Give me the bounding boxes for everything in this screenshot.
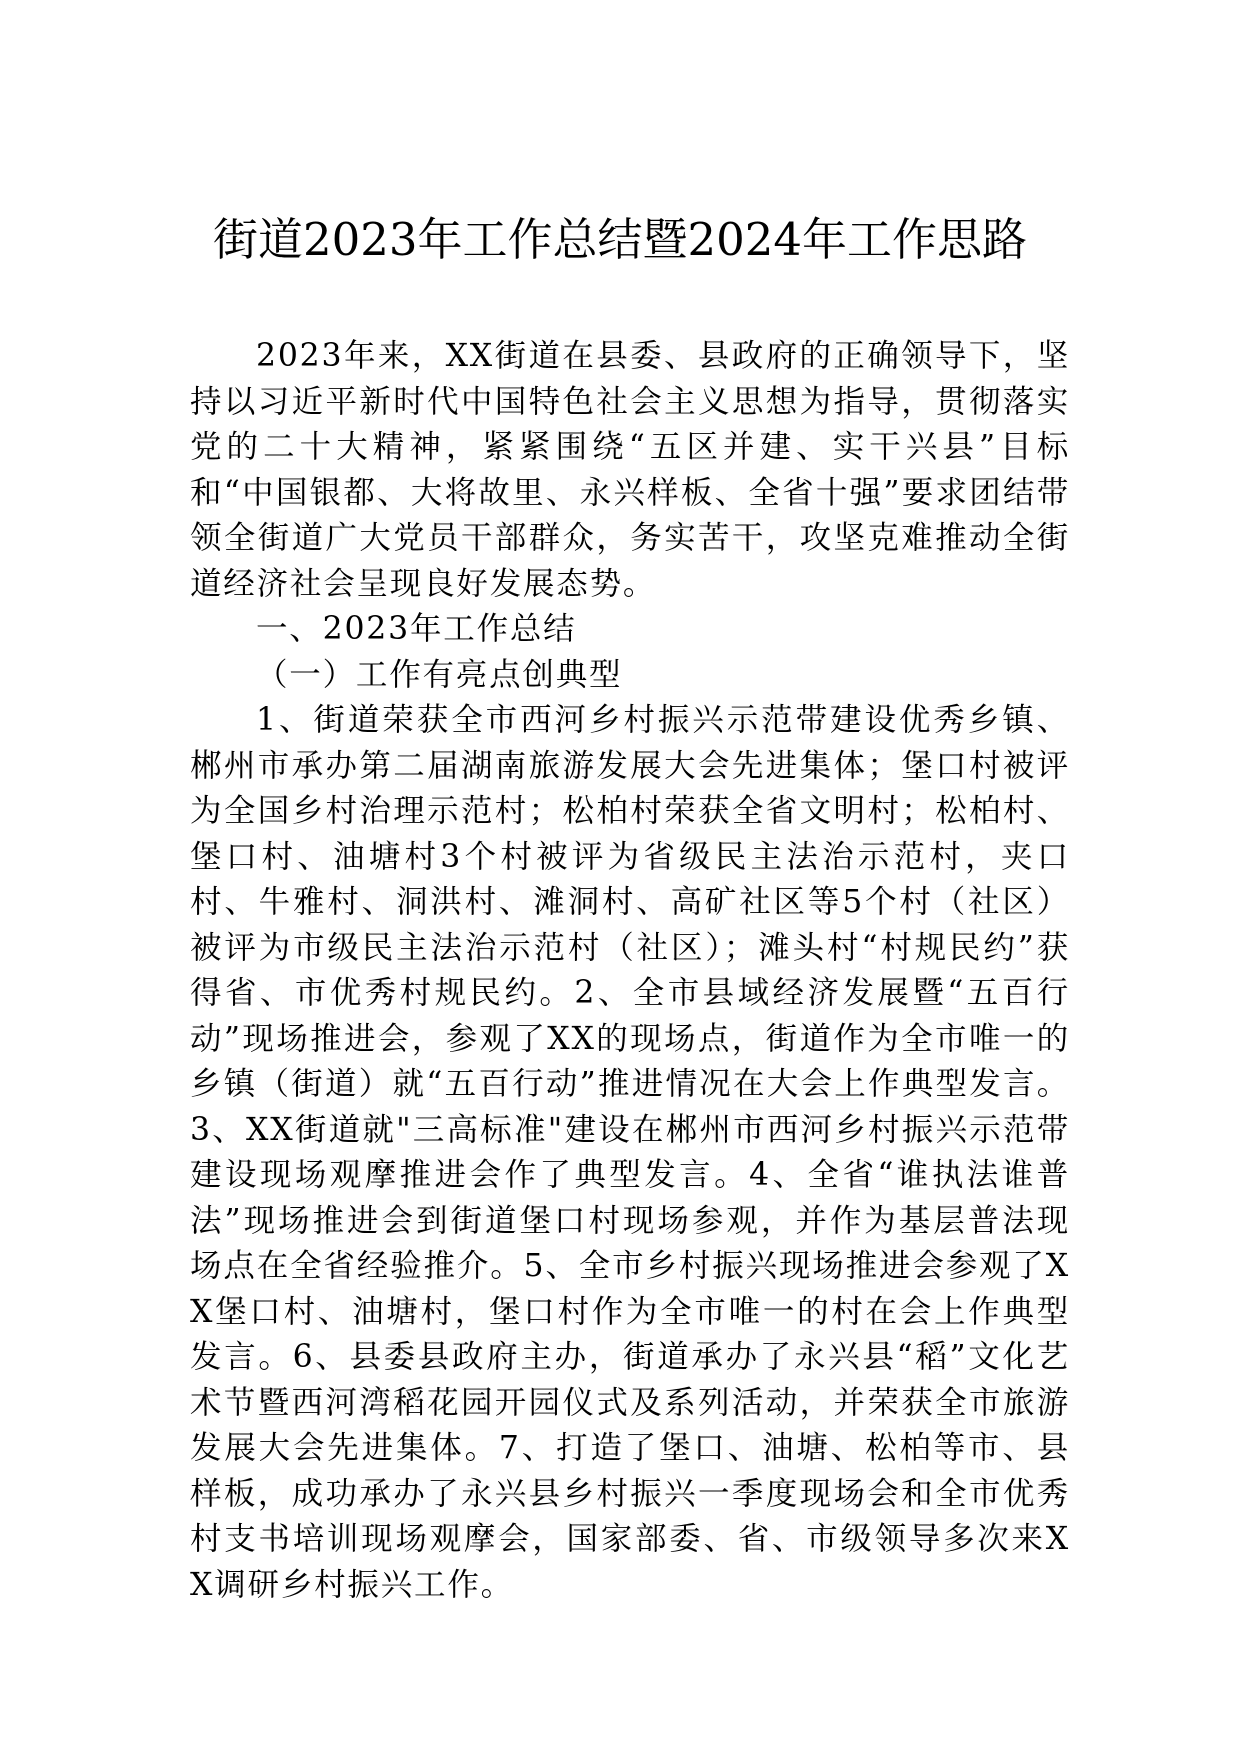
document-title: 街道2023年工作总结暨2024年工作思路: [212, 213, 1028, 266]
intro-paragraph: 2023年来，XX街道在县委、县政府的正确领导下，坚持以习近平新时代中国特色社会主义思想为指导，贯彻落实党的二十大精神，紧紧围绕“五区并建、实干兴县”目标和“中国银都、大将故里、永兴样板、全省十强”要求团结带领全街道广大党员干部群众，务实苦干，攻坚克难推动全街道经济社会呈现良好发展态势。: [190, 338, 1070, 602]
section-heading: 一、2023年工作总结: [256, 611, 577, 647]
subsection-heading: （一）工作有亮点创典型: [256, 656, 623, 693]
document-body: [190, 334, 1070, 1608]
achievements-paragraph: 1、街道荣获全市西河乡村振兴示范带建设优秀乡镇、郴州市承办第二届湖南旅游发展大会先进集体；堡口村被评为全国乡村治理示范村；松柏村荣获全省文明村；松柏村、堡口村、油塘村3个村被评为省级民主法治示范村，夹口村、牛雅村、洞洪村、滩洞村、高矿社区等5个村（社区）被评为市级民主法治示范村（社区）；滩头村“村规民约”获得省、市优秀村规民约。2、全市县域经济发展暨“五百行动”现场推进会，参观了XX的现场点，街道作为全市唯一的乡镇（街道）就“五百行动”推进情况在大会上作典型发言。3、XX街道就"三高标准"建设在郴州市西河乡村振兴示范带建设现场观摩推进会作了典型发言。4、全省“谁执法谁普法”现场推进会到街道堡口村现场参观，并作为基层普法现场点在全省经验推介。5、全市乡村振兴现场推进会参观了XX堡口村、油塘村，堡口村作为全市唯一的村在会上作典型发言。6、县委县政府主办，街道承办了永兴县“稻”文化艺术节暨西河湾稻花园开园仪式及系列活动，并荣获全市旅游发展大会先进集体。7、打造了堡口、油塘、松柏等市、县样板，成功承办了永兴县乡村振兴一季度现场会和全市优秀村支书培训现场观摩会，国家部委、省、市级领导多次来XX调研乡村振兴工作。: [190, 702, 1070, 1603]
